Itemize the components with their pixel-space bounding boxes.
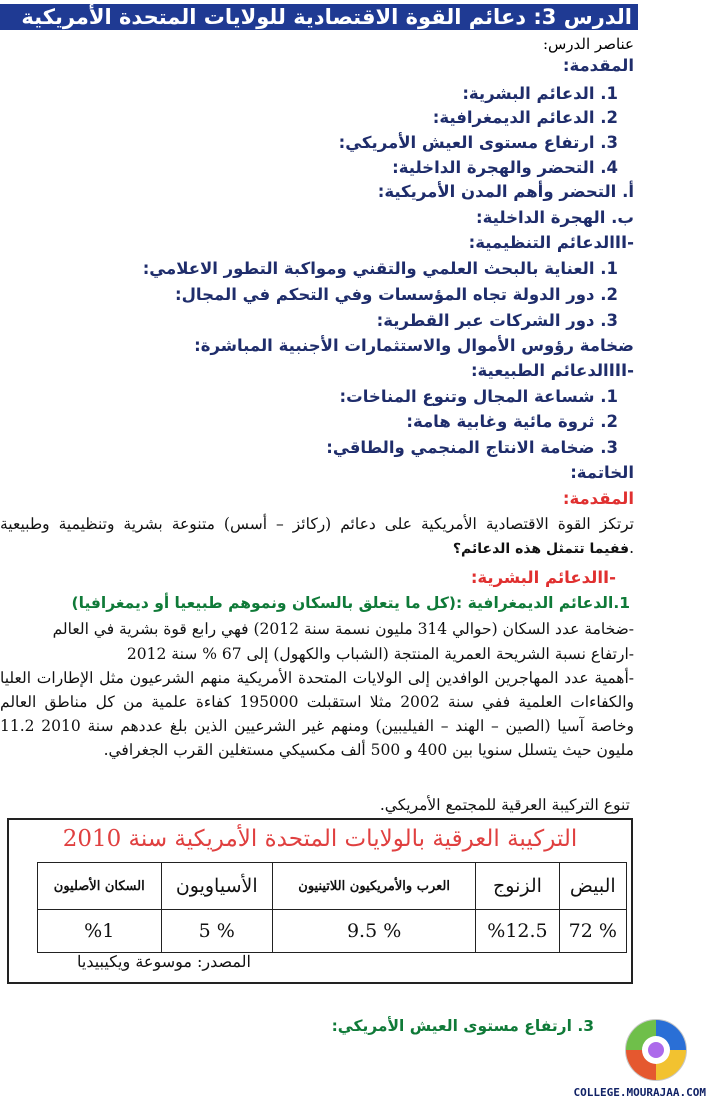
intro-heading: المقدمة: (562, 489, 634, 508)
table-row (38, 910, 627, 953)
ethnic-table-box (7, 818, 633, 984)
table-header-cell: الأسياويون (161, 863, 272, 910)
next-heading: 3. ارتفاع مستوى العيش الأمريكي: (331, 1017, 594, 1035)
table-cell: %1 (38, 910, 162, 953)
bullet-item: تنوع التركيبة العرقية للمجتمع الأمريكي. (379, 796, 630, 814)
ethnic-table (37, 862, 627, 953)
footer-url: COLLEGE.MOURAJAA.COM (573, 1086, 706, 1099)
table-title: التركيبة العرقية بالولايات المتحدة الأمريكية سنة 2010 (62, 826, 578, 852)
outline-item: 1. العناية بالبحث العلمي والتقني ومواكبة التطور الاعلامي: (142, 259, 618, 278)
bullet-item: -ضخامة عدد السكان (حوالي 314 مليون نسمة سنة 2012) فهي رابع قوة بشرية في العالم (52, 620, 634, 638)
outline-item: أ. التحضر وأهم المدن الأمريكية: (377, 182, 634, 201)
outline-item: 3. ارتفاع مستوى العيش الأمريكي: (338, 133, 618, 152)
outline-item: 1. شساعة المجال وتنوع المناخات: (339, 387, 618, 406)
outline-item: 1. الدعائم البشرية: (462, 84, 618, 103)
intro-question: ففيما تتمثل هذه الدعائم؟ (452, 541, 630, 557)
intro-text: ترتكز القوة الاقتصادية الأمريكية على دعائم (ركائز – أسس) متنوعة بشرية وتنظيمية وطبيعية . (0, 515, 634, 557)
outline-item: 2. دور الدولة تجاه المؤسسات وفي التحكم في المجال: (174, 285, 618, 304)
outline-item: ب. الهجرة الداخلية: (476, 208, 634, 227)
outline-item: 2. ثروة مائية وغابية هامة: (406, 412, 618, 431)
section1-heading: -Iالدعائم البشرية: (470, 568, 616, 587)
outline-item: 3. دور الشركات عبر القطرية: (376, 311, 618, 330)
table-header-row (38, 863, 627, 910)
section1-subheading: 1.الدعائم الديمغرافية :(كل ما يتعلق بالسكان ونموهم طبيعيا أو ديمغرافيا) (71, 594, 630, 612)
outline-item: -IIIالدعائم الطبيعية: (470, 361, 634, 380)
outline-item: الخاتمة: (570, 463, 634, 482)
table-header-cell: الزنوج (476, 863, 559, 910)
intro-paragraph (0, 512, 634, 561)
table-cell: % 5 (161, 910, 272, 953)
outline-item: ضخامة رؤوس الأموال والاستثمارات الأجنبية المباشرة: (194, 336, 634, 355)
bullet-paragraph: -أهمية عدد المهاجرين الوافدين إلى الولايات المتحدة الأمريكية منهم الشرعيون مثل الإطارات العليا والكفاءات العلمية ففي سنة 2002 مثلا استقبلت 195000 كفاءة علمية من كل مناطق العالم وخاصة آسيا (الصين – الهند – الفيليبين) ومنهم غير الشرعيين الذين بلغ عددهم سنة 2010 11.2 مليون حيث يتسلل سنويا بين 400 و 500 ألف مكسيكي مستغلين القرب الجغرافي. (0, 669, 634, 759)
table-cell: % 72 (559, 910, 626, 953)
outline-item: -IIالدعائم التنظيمية: (468, 233, 634, 252)
table-cell: %12.5 (476, 910, 559, 953)
outline-label: عناصر الدرس: (542, 35, 634, 53)
outline-item: 2. الدعائم الديمغرافية: (432, 108, 618, 127)
outline-item: 4. التحضر والهجرة الداخلية: (392, 158, 618, 177)
table-cell: % 9.5 (272, 910, 475, 953)
outline-item: 3. ضخامة الانتاج المنجمي والطاقي: (326, 438, 618, 457)
table-header-cell: العرب والأمريكيون اللاتينيون (272, 863, 475, 910)
bullet-item: -ارتفاع نسبة الشريحة العمرية المنتجة (الشباب والكهول) إلى 67 % سنة 2012 (126, 645, 634, 663)
lesson-title: الدرس 3: دعائم القوة الاقتصادية للولايات المتحدة الأمريكية (0, 4, 638, 30)
site-logo (616, 1010, 696, 1086)
table-header-cell: السكان الأصليون (38, 863, 162, 910)
table-header-cell: البيض (559, 863, 626, 910)
table-source: المصدر: موسوعة ويكيبيديا (77, 952, 251, 971)
outline-item: المقدمة: (562, 56, 634, 75)
